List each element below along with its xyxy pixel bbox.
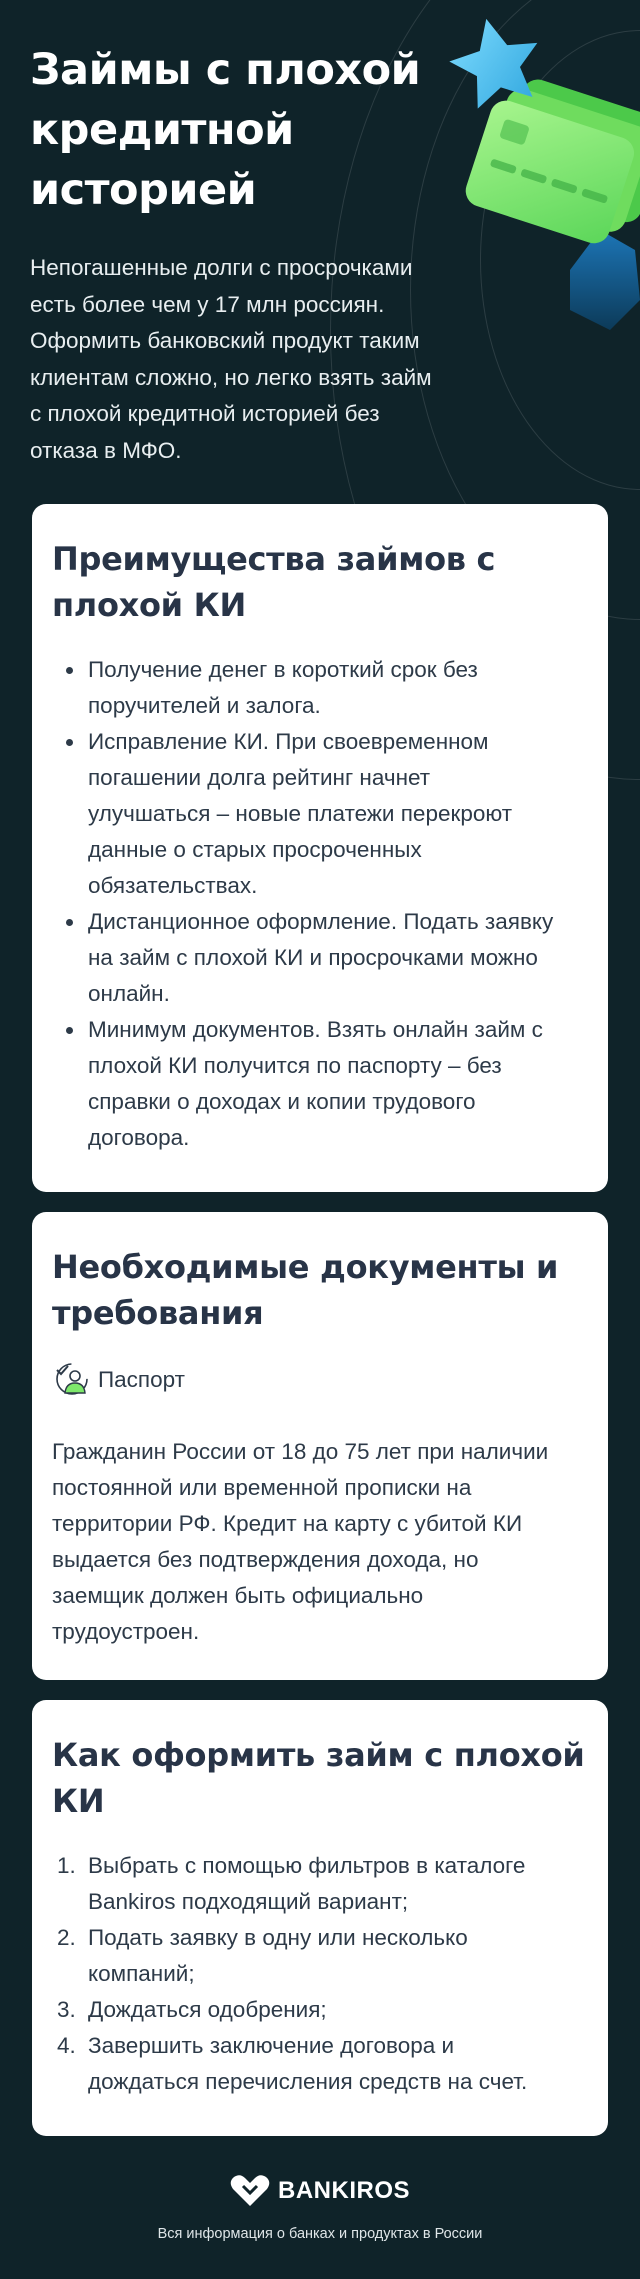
list-item-line: Завершить заключение договора и	[88, 2033, 455, 2058]
hero-intro-line: Непогашенные долги с просрочками	[30, 255, 413, 280]
howto-title	[52, 1732, 588, 1824]
passport-label: Паспорт	[98, 1367, 185, 1392]
list-item-line: на займ с плохой КИ и просрочками можно	[88, 945, 538, 970]
documents-title-line: Необходимые документы и	[52, 1248, 559, 1286]
list-item-line: погашении долга рейтинг начнет	[88, 765, 431, 790]
bullet-icon	[66, 919, 73, 926]
step-number: 2.	[57, 1925, 76, 1950]
advantages-list	[52, 652, 588, 1156]
bullet-icon	[66, 1027, 73, 1034]
documents-title-line: требования	[52, 1294, 264, 1332]
list-item	[52, 1992, 588, 2028]
requirements-line: Гражданин России от 18 до 75 лет при наличии	[52, 1439, 549, 1464]
list-item-line: данные о старых просроченных	[88, 837, 422, 862]
list-item	[52, 1012, 588, 1156]
list-item	[52, 904, 588, 1012]
howto-card	[32, 1700, 608, 2136]
advantages-title-line: Преимущества займов с	[52, 540, 496, 578]
list-item	[52, 2028, 588, 2100]
step-number: 3.	[57, 1997, 76, 2022]
list-item-line: компаний;	[88, 1961, 195, 1986]
requirements-line: территории РФ. Кредит на карту с убитой КИ	[52, 1511, 523, 1536]
brand-name: BANKIROS	[277, 2177, 410, 2204]
requirements-line: постоянной или временной прописки на	[52, 1475, 472, 1500]
hero-intro-line: Оформить банковский продукт таким	[30, 328, 420, 353]
hero-section	[30, 40, 470, 469]
list-item-line: договора.	[88, 1125, 190, 1150]
hero-intro-line: отказа в МФО.	[30, 437, 182, 463]
brand-logo[interactable]	[0, 2174, 640, 2208]
list-item	[52, 724, 588, 904]
list-item	[52, 1848, 588, 1920]
list-item-line: справки о доходах и копии трудового	[88, 1089, 476, 1114]
list-item-line: дождаться перечисления средств на счет.	[88, 2069, 528, 2094]
list-item-line: поручителей и залога.	[88, 693, 321, 718]
list-item-line: онлайн.	[88, 981, 170, 1006]
page-title-line: историей	[30, 165, 257, 215]
page-title-line: кредитной	[30, 105, 294, 155]
hero-intro-line: клиентам сложно, но легко взять займ	[30, 364, 432, 390]
page-title-line: Займы с плохой	[30, 45, 421, 95]
list-item-line: Дистанционное оформление. Подать заявку	[88, 909, 554, 934]
list-item	[52, 652, 588, 724]
list-item-line: плохой КИ получится по паспорту – без	[88, 1053, 502, 1078]
howto-title-line: КИ	[52, 1782, 105, 1820]
person-check-icon	[52, 1362, 92, 1398]
documents-title	[52, 1244, 588, 1336]
list-item-line: Дождаться одобрения;	[88, 1997, 327, 2022]
documents-card	[32, 1212, 608, 1680]
passport-row	[52, 1362, 588, 1398]
requirements-line: трудоустроен.	[52, 1619, 200, 1644]
bullet-icon	[66, 667, 73, 674]
requirements-line: выдается без подтверждения дохода, но	[52, 1547, 479, 1572]
list-item-line: Минимум документов. Взять онлайн займ с	[88, 1017, 543, 1042]
advantages-title-line: плохой КИ	[52, 586, 246, 624]
list-item-line: Получение денег в короткий срок без	[88, 657, 478, 682]
list-item-line: Исправление КИ. При своевременном	[88, 729, 489, 754]
bullet-icon	[66, 739, 73, 746]
hero-intro-text	[30, 250, 470, 469]
heart-logo-icon	[230, 2174, 270, 2208]
requirements-line: заемщик должен быть официально	[52, 1583, 424, 1608]
hero-intro-line: есть более чем у 17 млн россиян.	[30, 291, 385, 317]
list-item-line: Подать заявку в одну или несколько	[88, 1925, 468, 1950]
page-title	[30, 40, 470, 220]
footer	[0, 2174, 640, 2242]
advantages-title	[52, 536, 588, 628]
step-number: 4.	[57, 2033, 76, 2058]
howto-steps-list	[52, 1848, 588, 2100]
list-item-line: улучшаться – новые платежи перекроют	[88, 801, 513, 826]
requirements-text	[52, 1434, 588, 1650]
footer-caption: Вся информация о банках и продуктах в России	[157, 2226, 483, 2242]
list-item-line: обязательствах.	[88, 873, 258, 898]
advantages-card	[32, 504, 608, 1192]
list-item-line: Bankiros подходящий вариант;	[88, 1889, 409, 1914]
step-number: 1.	[57, 1853, 76, 1878]
list-item-line: Выбрать с помощью фильтров в каталоге	[88, 1853, 526, 1878]
hero-intro-line: с плохой кредитной историей без	[30, 401, 380, 426]
howto-title-line: Как оформить займ с плохой	[52, 1736, 585, 1774]
list-item	[52, 1920, 588, 1992]
